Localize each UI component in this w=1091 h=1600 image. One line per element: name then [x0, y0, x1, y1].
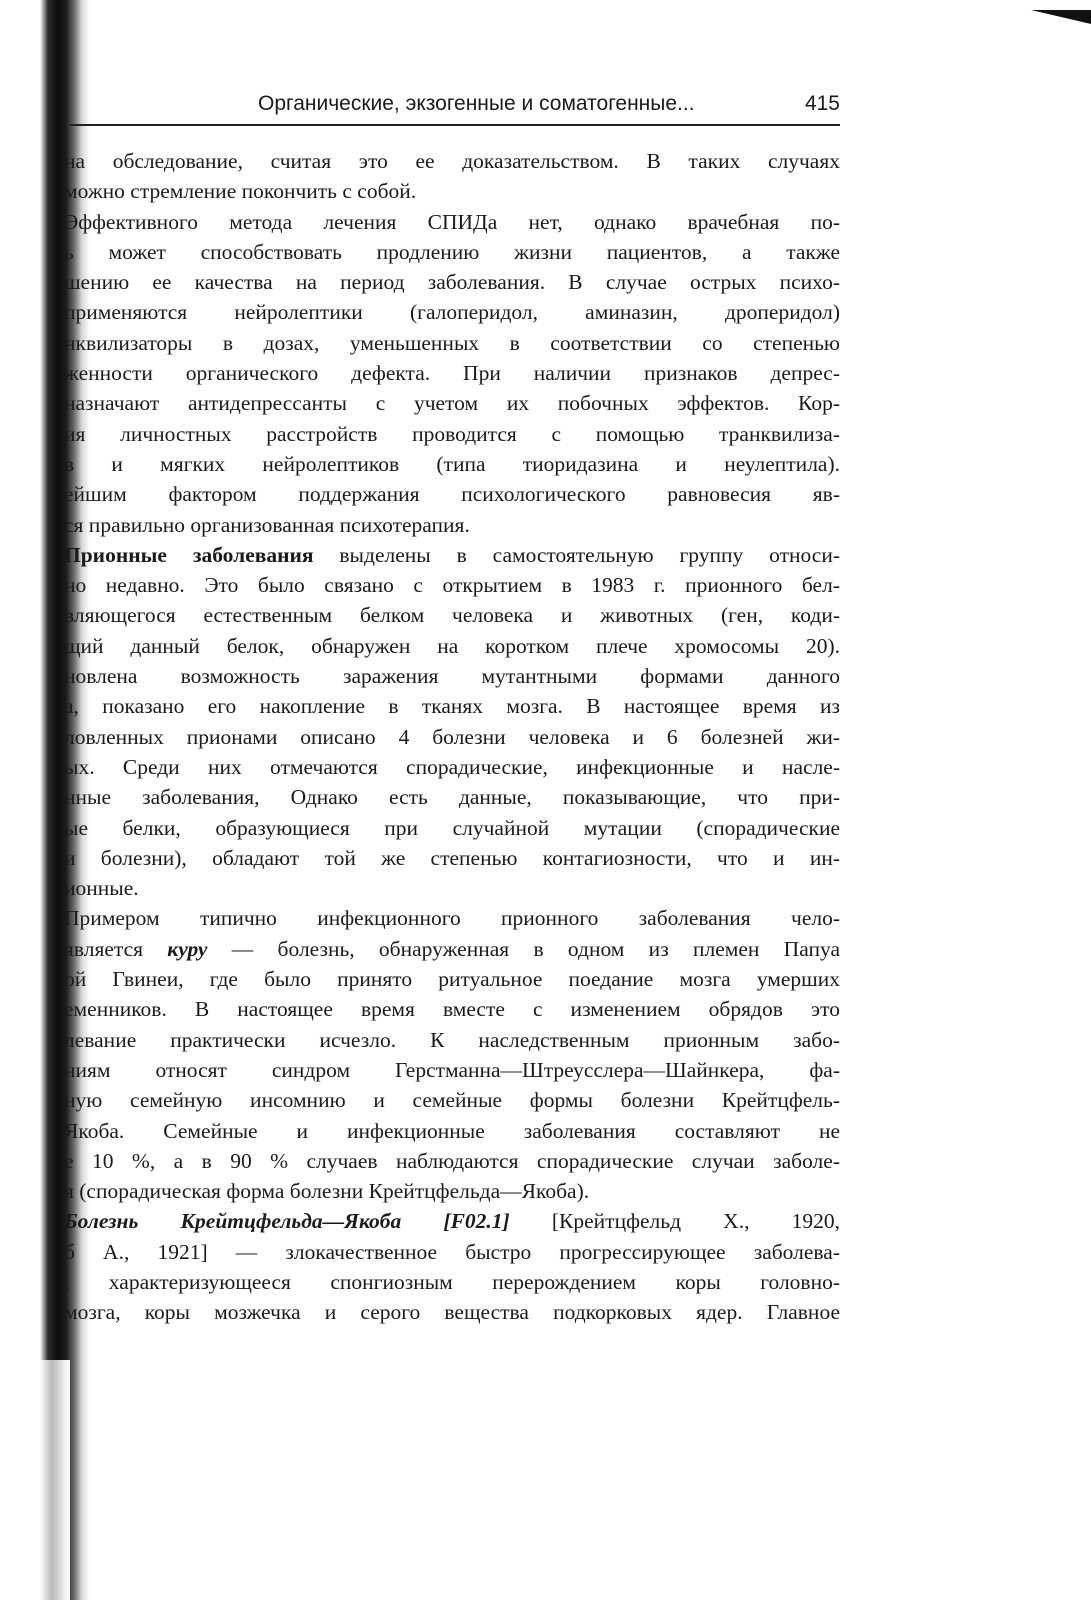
emphasized-term: куру [167, 936, 208, 961]
text-run: нные заболевания, Однако есть данные, показывающие, что при- [64, 785, 840, 810]
text-line [64, 631, 840, 661]
running-header [258, 92, 840, 122]
text-run: еменников. В настоящее время вместе с изменением обрядов это [64, 997, 840, 1022]
text-run: в и мягких нейролептиков (типа тиоридазина и неулептила). [64, 451, 840, 476]
text-run: на обследование, считая это ее доказательством. В таких случаях [64, 149, 840, 173]
text-line [64, 813, 840, 843]
text-line [64, 600, 840, 630]
text-run: ые белки, образующиеся при случайной мутации (спорадические [64, 815, 840, 840]
text-run: левание практически исчезло. К наследственным прионным забо- [64, 1027, 840, 1052]
text-run: ейшим фактором поддержания психологического равновесия яв- [64, 482, 840, 507]
binding-shadow-lower [40, 1360, 70, 1600]
text-run: выделены в самостоятельную группу относи- [313, 542, 840, 567]
text-run: является [64, 936, 168, 961]
text-line [64, 1237, 840, 1267]
text-line [64, 1206, 840, 1236]
text-run: Эффективного метода лечения СПИДа нет, однако врачебная по- [64, 209, 840, 234]
text-run: новлена возможность заражения мутантными формами данного [64, 664, 840, 689]
text-run: ых. Среди них отмечаются спорадические, инфекционные и насле- [64, 754, 840, 779]
text-line [64, 267, 840, 297]
text-run: Якоба. Семейные и инфекционные заболевания составляют не [64, 1118, 840, 1143]
text-line [64, 722, 840, 752]
text-line [64, 782, 840, 812]
text-line [64, 479, 840, 509]
text-line [64, 1055, 840, 1085]
text-run: но недавно. Это было связано с открытием в 1983 г. прионного бел- [64, 573, 840, 598]
text-line [64, 752, 840, 782]
text-line [64, 1146, 840, 1176]
text-line [64, 540, 840, 570]
text-line [64, 328, 840, 358]
text-line [64, 964, 840, 994]
running-title: Органические, экзогенные и соматогенные... [258, 92, 695, 115]
text-line [64, 570, 840, 600]
text-run: я (спорадическая форма болезни Крейтцфельда—Якоба). [64, 1179, 590, 1204]
text-run: а, показано его накопление в тканях мозга. В настоящее время из [64, 694, 840, 719]
text-run: ловленных прионами описано 4 болезни человека и 6 болезней жи- [64, 724, 840, 749]
text-run: ой Гвинеи, где было принято ритуальное поедание мозга умерших [64, 967, 840, 992]
text-run: ь может способствовать продлению жизни пациентов, а также [64, 239, 840, 264]
header-rule [70, 124, 840, 126]
text-line [64, 388, 840, 418]
text-line [64, 207, 840, 237]
text-run: нквилизаторы в дозах, уменьшенных в соответствии со степенью [64, 330, 840, 355]
text-run: щий данный белок, обнаружен на коротком плече хромосомы 20). [64, 633, 840, 658]
text-run: ия личностных расстройств проводится с помощью транквилиза- [64, 421, 840, 446]
text-run: б А., 1921] — злокачественное быстро прогрессирующее заболева- [64, 1239, 840, 1264]
text-run: , характеризующееся спонгиозным перерождением коры головно- [64, 1269, 840, 1294]
text-line [64, 358, 840, 388]
text-line [64, 146, 840, 176]
text-run: [Крейтцфельд Х., 1920, [509, 1209, 840, 1234]
text-line [64, 1267, 840, 1297]
text-line [64, 237, 840, 267]
text-line [64, 1085, 840, 1115]
text-run: — болезнь, обнаруженная в одном из племен Папуа [207, 936, 840, 961]
text-line [64, 691, 840, 721]
text-line [64, 449, 840, 479]
text-run: ниям относят синдром Герстманна—Штреусслера—Шайнкера, фа- [64, 1057, 840, 1082]
text-run: вляющегося естественным белком человека и животных (ген, коди- [64, 603, 840, 628]
text-line [64, 419, 840, 449]
text-line [64, 510, 840, 540]
text-line [64, 176, 840, 206]
text-run: ионные. [64, 876, 139, 901]
page-text [64, 146, 840, 1328]
text-run: назначают антидепрессанты с учетом их побочных эффектов. Кор- [64, 391, 840, 416]
text-run: применяются нейролептики (галоперидол, аминазин, дроперидол) [64, 300, 840, 325]
text-run: шению ее качества на период заболевания. В случае острых психо- [64, 270, 840, 295]
text-run: е 10 %, а в 90 % случаев наблюдаются спорадические случаи заболе- [64, 1148, 840, 1173]
text-line [64, 661, 840, 691]
text-line [64, 297, 840, 327]
emphasized-term: Болезнь Крейтцфельда—Якоба [F02.1] [64, 1209, 510, 1234]
text-line [64, 994, 840, 1024]
text-line [64, 903, 840, 933]
text-line [64, 934, 840, 964]
text-run: ную семейную инсомнию и семейные формы болезни Крейтцфель- [64, 1088, 840, 1113]
text-line [64, 1297, 840, 1327]
text-line [64, 843, 840, 873]
text-line [64, 873, 840, 903]
scan-corner-mark [1031, 10, 1091, 24]
emphasized-term: Прионные заболевания [64, 542, 314, 567]
text-line [64, 1176, 840, 1206]
text-run: мозга, коры мозжечка и серого вещества подкорковых ядер. Главное [64, 1300, 840, 1325]
page-number: 415 [804, 92, 840, 115]
text-line [64, 1025, 840, 1055]
text-run: ся правильно организованная психотерапия. [64, 512, 470, 537]
text-run: можно стремление покончить с собой. [64, 179, 417, 204]
text-run: женности органического дефекта. При наличии признаков депрес- [64, 361, 840, 386]
text-line [64, 1116, 840, 1146]
text-run: Примером типично инфекционного прионного заболевания чело- [64, 906, 840, 931]
text-run: и болезни), обладают той же степенью контагиозности, что и ин- [64, 845, 840, 870]
